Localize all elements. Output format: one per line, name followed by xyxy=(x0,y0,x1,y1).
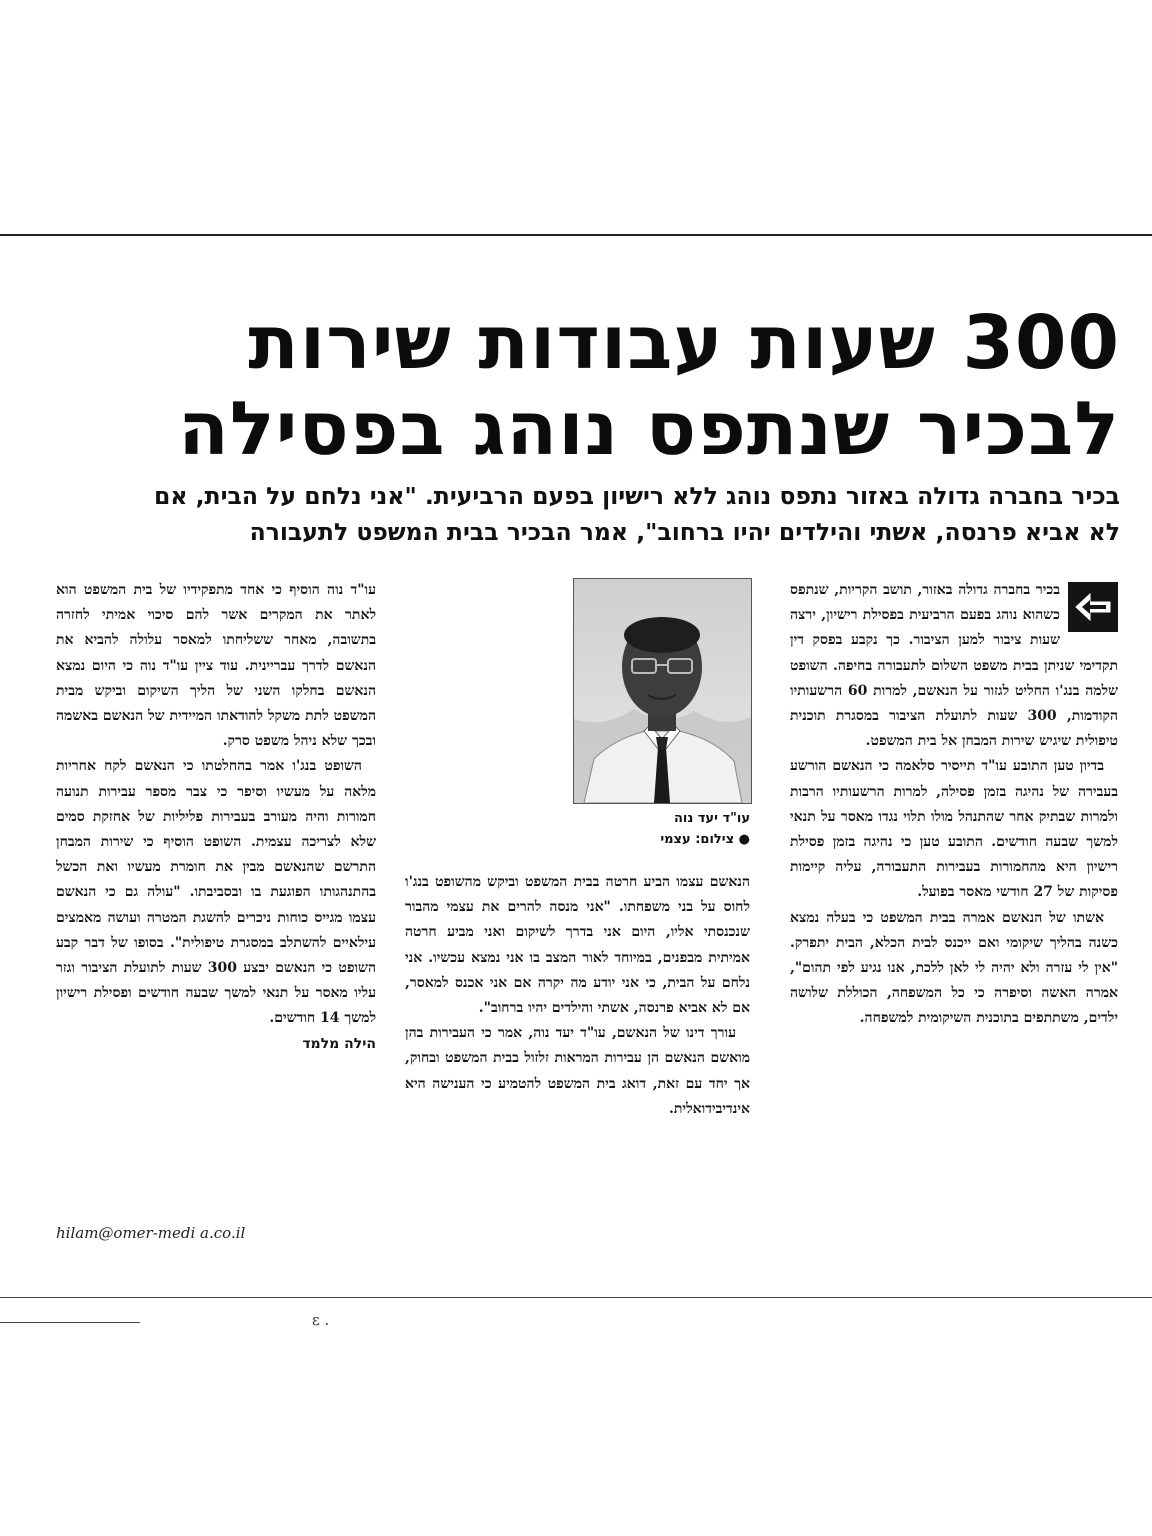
headline-line-2: לבכיר שנתפס נוהג בפסילה xyxy=(178,386,1120,472)
bullet-icon: ● xyxy=(734,832,750,847)
page-mark: ε . xyxy=(312,1311,330,1329)
paragraph: אשתו של הנאשם אמרה בבית המשפט כי בעלה נמצא כשנה בהליך שיקומי ואם ייכנס לבית הכלא, הבית יתפרק. "אין לי עזרה ולא יהיה לי לאן ללכת, אנו נגיע לפי תהום", אמרה האשה וסיפרה כי כל המשפחה, הכוללת שלושה ילדים, משתתפים בתוכנית השיקומית למשפחה. xyxy=(790,909,1118,1027)
paragraph: בכיר בחברה גדולה באזור, תושב הקריות, שנתפס כשהוא נוהג בפעם הרביעית בפסילת רישיון, ירצה שעות ציבור למען הציבור. כך נקבע בפסק דין תקדימי שניתן בבית משפט השלום לתעבורה בחיפה. השופט שלמה בנג'ו החליט לגזור על הנאשם, למרות 60 הרשעותיו הקודמות, 300 שעות לתועלת הציבור במסגרת תוכנית טיפולית שיגיש שירות המבחן אל בית המשפט. xyxy=(790,582,1119,750)
caption-credit: ● צילום: עצמי xyxy=(660,832,750,847)
paragraph: עורך דינו של הנאשם, עו"ד יעד נוה, אמר כי העבירות בהן מואשם הנאשם הן עבירות המראות זלזול בבית המשפט ובחוק, אך יחד עם זאת, דואג בית המשפט להטמיע כי הענישה היא אינדיבידואלית. xyxy=(405,1025,750,1117)
bottom-rule xyxy=(0,1297,1152,1298)
photo-caption xyxy=(573,808,750,850)
author-photo xyxy=(573,578,752,804)
subheadline: בכיר בחברה גדולה באזור נתפס נוהג ללא רישיון בפעם הרביעית. "אני נלחם על הבית, אם לא אביא פרנסה, אשתי והילדים יהיו ברחוב", אמר הבכיר בבית המשפט לתעבורה xyxy=(153,482,1120,546)
author-email: hilam@omer-medi a.co.il xyxy=(56,1224,246,1242)
paragraph: בדיון טען התובע עו"ד תייסיר סלאמה כי הנאשם הורשע בעבירה של נהיגה בזמן פסילה, למרות הרשעותיו הרבות ולמרות שבתיק אחר שהתנהל מולו תלוי נגדו מאסר על תנאי למשך שבעה חודשים. התובע טען כי נהיגה בזמן פסילת רישיון היא מהחמורות בעבירות התעבורה, עליה קיימות פסיקות של 27 חודשי מאסר בפועל. xyxy=(790,758,1118,901)
top-rule xyxy=(0,234,1152,236)
column-left xyxy=(56,578,376,1057)
caption-name: עו"ד יעד נוה xyxy=(673,811,750,826)
column-middle xyxy=(405,870,750,1122)
left-arrow-icon xyxy=(1068,582,1118,632)
column-right xyxy=(790,578,1118,1032)
headline xyxy=(120,300,1120,472)
footer-rule xyxy=(0,1322,140,1323)
author-name: הילה מלמד xyxy=(302,1035,376,1052)
paragraph: עו"ד נוה הוסיף כי אחד מתפקידיו של בית המשפט הוא לאתר את המקרים אשר להם סיכוי אמיתי לחזרה בתשובה, מאחר ששליחתו למאסר עלולה להביא את הנאשם לדרך עבריינית. עוד ציין עו"ד נוה כי היום נמצא הנאשם בחלקו השני של הליך השיקום וביקש מבית המשפט לתת משקל להודאתו המיידית של הנאשם באשמה ובכך שלא ניהל משפט סרק. xyxy=(56,582,376,750)
headline-line-1: 300 שעות עבודות שירות xyxy=(248,300,1120,386)
paragraph: הנאשם עצמו הביע חרטה בבית המשפט וביקש מהשופט בנג'ו לחוס על בני משפחתו. "אני מנסה להרים את עצמי מהבור שנכנסתי אליו, היום אני בדרך לשיקום ואני מביע חרטה אמיתית מבפנים, במיוחד לאור המצב בו אני נמצא עכשיו. אני נלחם על הבית, כי אני יודע מה יקרה אם אני אכנס למאסר, אם לא אביא פרנסה, אשתי והילדים יהיו ברחוב". xyxy=(405,874,750,1017)
paragraph: השופט בנג'ו אמר בהחלטתו כי הנאשם לקח אחריות מלאה על מעשיו וסיפר כי צבר מספר עבירות תנועה חמורות והיה מעורב בעבירות פליליות של אחזקת סמים שלא לצריכה עצמית. השופט הוסיף כי שירות המבחן התרשם שהנאשם מבין את חומרת מעשיו ואת הכשל בהתנהגותו הפוגעת בו ובסביבתו. "עולה גם כי הנאשם עצמו מגייס כוחות ניכרים להשגת המטרה ועושה מאמצים עילאיים להשתלב במסגרת טיפולית". בסופו של דבר קבע השופט כי הנאשם יבצע 300 שעות לתועלת הציבור וגזר עליו מאסר על תנאי למשך שבעה חודשים ופסילת רישיון למשך 14 חודשים. xyxy=(56,758,376,1027)
